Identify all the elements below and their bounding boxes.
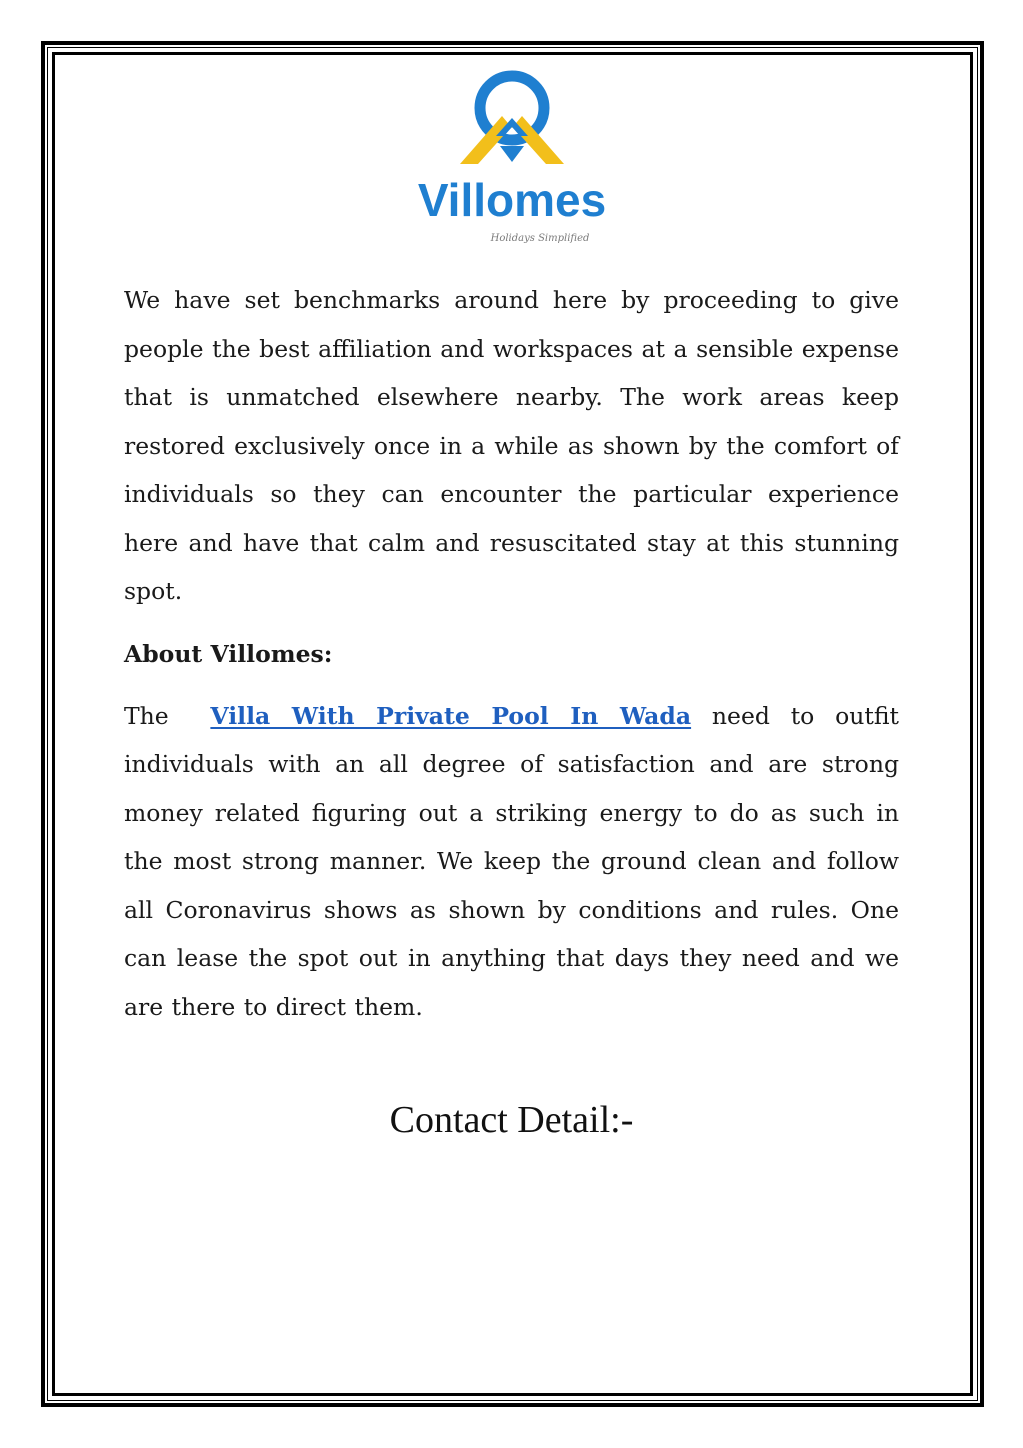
about-paragraph <box>124 692 899 1032</box>
villa-private-pool-link[interactable]: Villa With Private Pool In Wada <box>210 701 692 730</box>
about-heading: About Villomes: <box>124 639 333 668</box>
contact-heading: Contact Detail:- <box>389 1099 634 1141</box>
logo-wordmark: Villomes <box>417 174 607 226</box>
intro-paragraph: We have set benchmarks around here by proceeding to give people the best affiliation and workspaces at a sensible expense that is unmatched elsewhere nearby. The work areas keep restored exclusively once in a while as shown by the comfort of individuals so they can encounter the particular experience here and have that calm and resuscitated stay at this stunning spot. <box>124 286 899 605</box>
about-lead: The <box>124 701 169 730</box>
logo-tagline: Holidays Simplified <box>490 233 590 244</box>
body-content <box>124 276 899 1031</box>
villomes-logo <box>410 66 615 256</box>
about-rest: need to outfit individuals with an all degree of satisfaction and are strong money related figuring out a striking energy to do as such in the most strong manner. We keep the ground clean and follow all Coronavirus shows as shown by conditions and rules. One can lease the spot out in anything that days they need and we are there to direct them. <box>124 701 899 1021</box>
